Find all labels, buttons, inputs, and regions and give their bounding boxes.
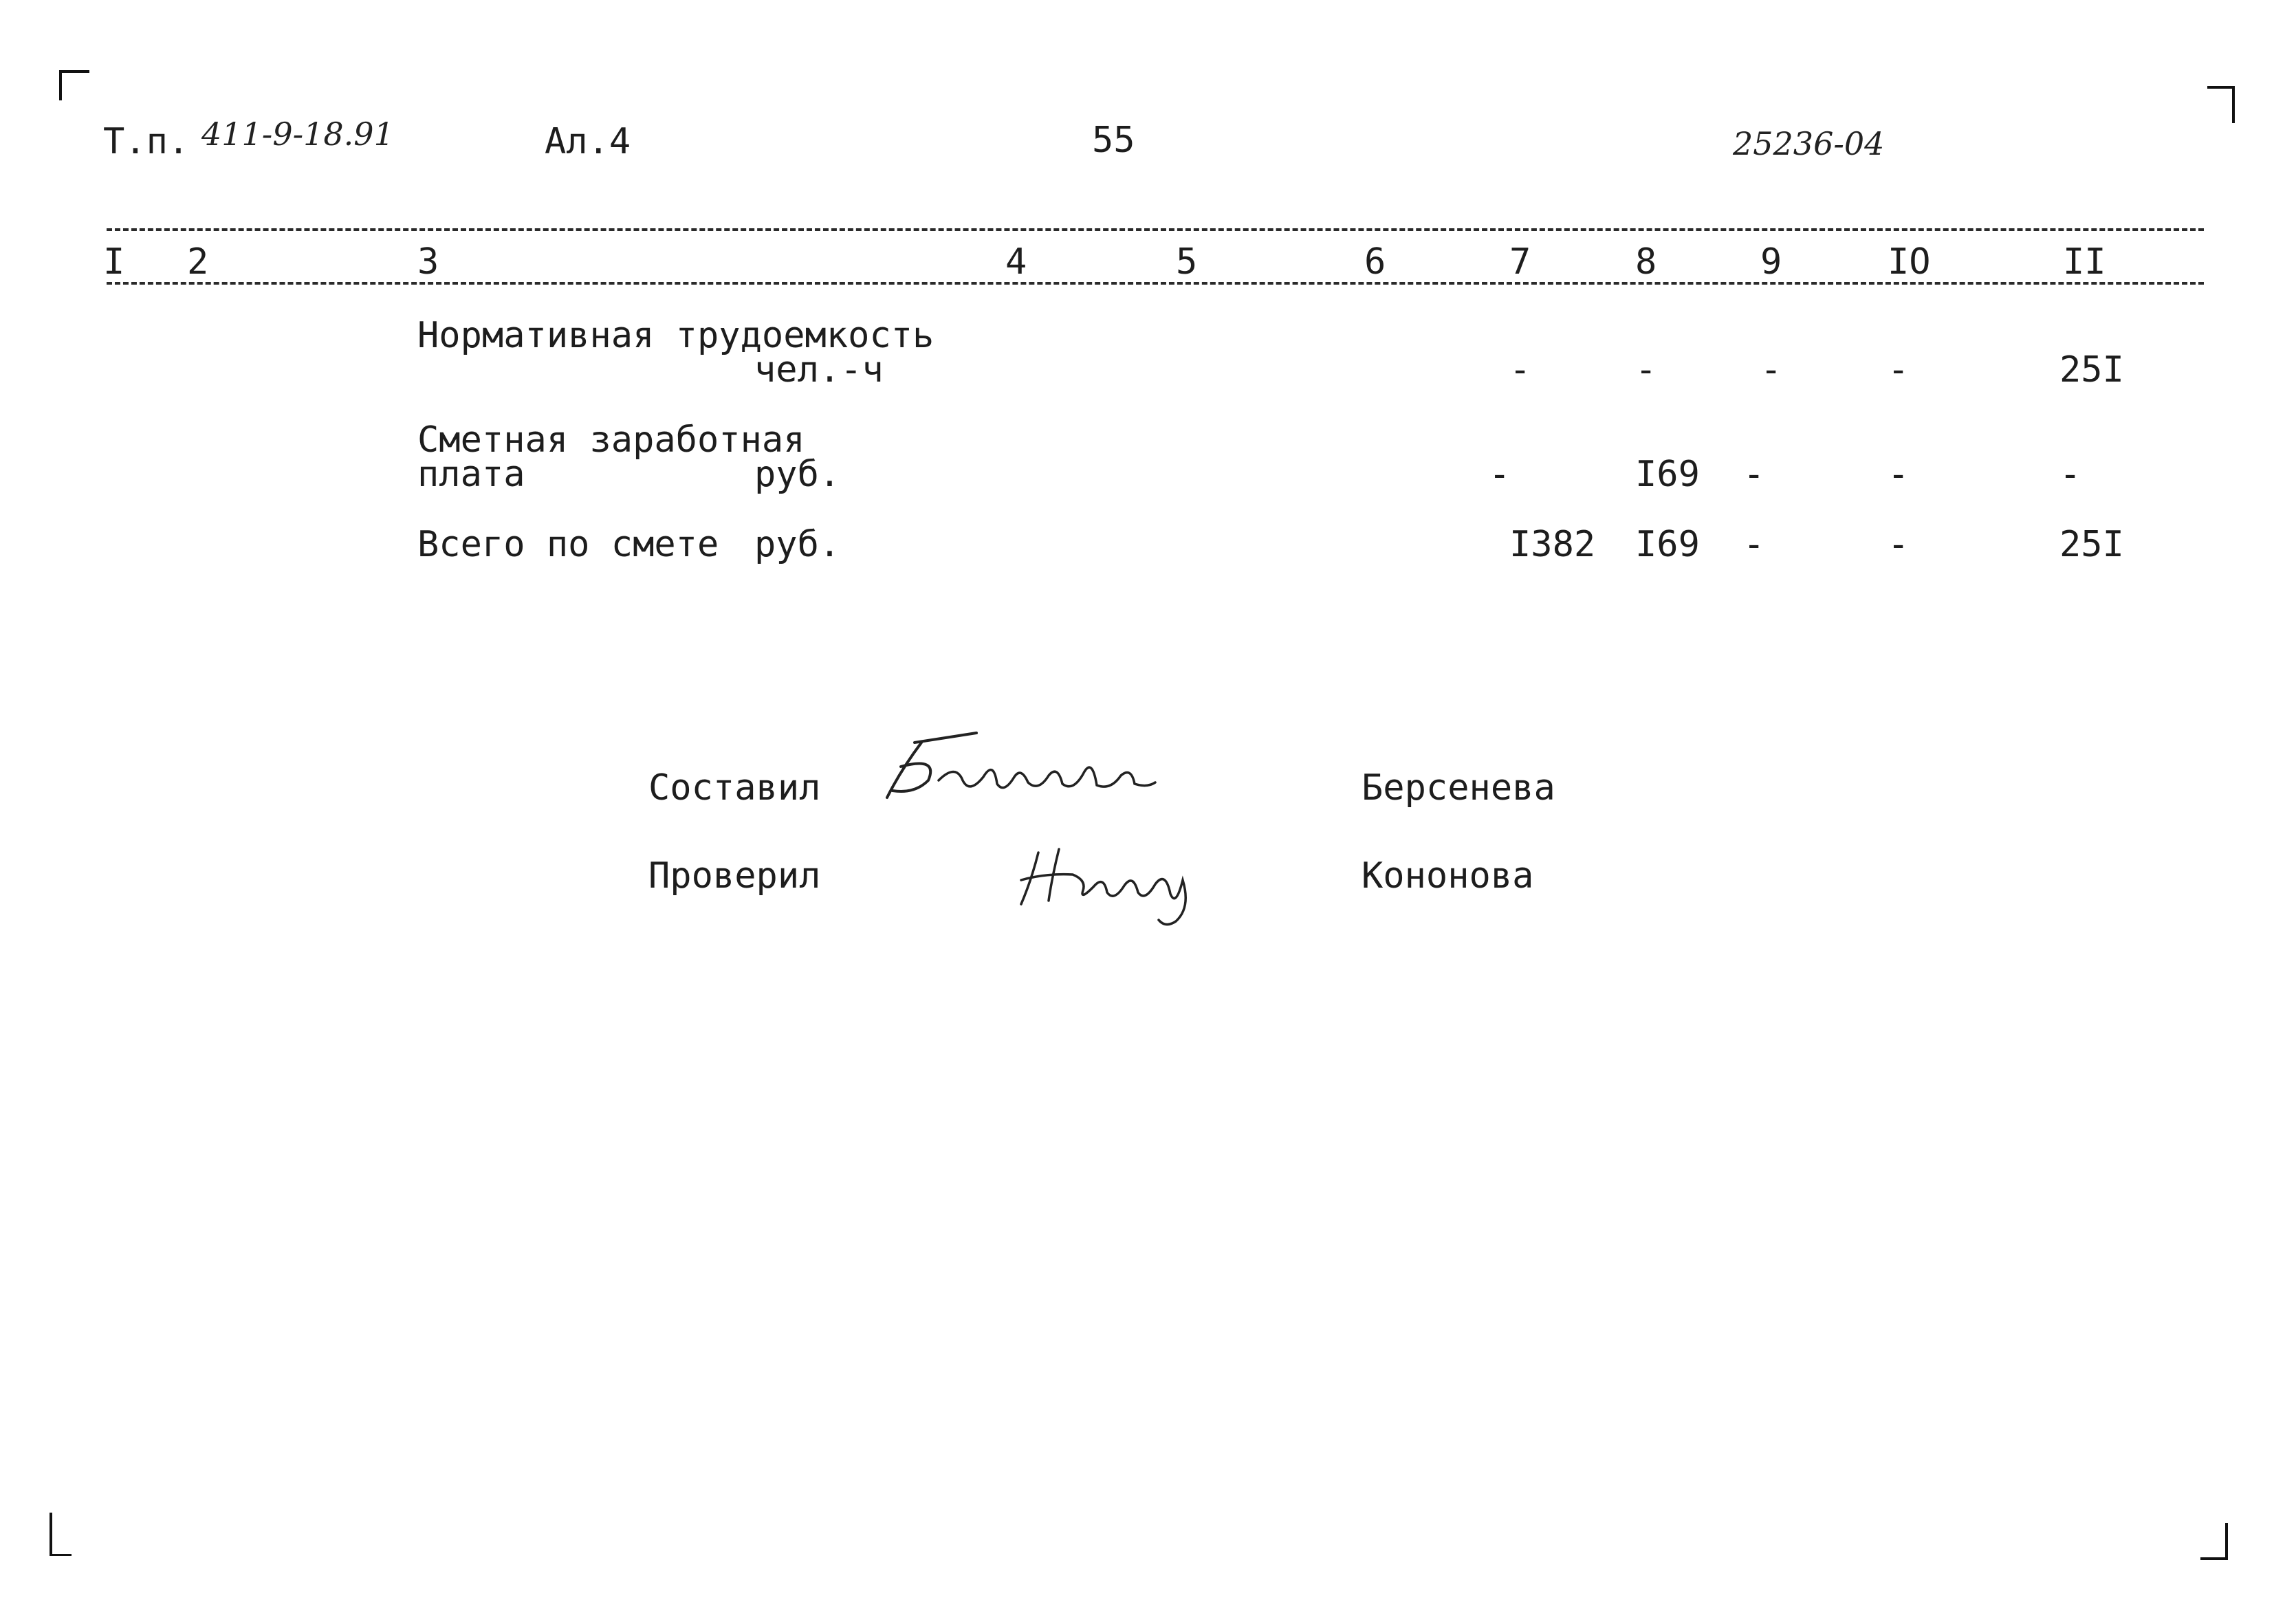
cell-col9: - [1743, 524, 1765, 565]
row-label-line1: Нормативная трудоемкость [417, 315, 934, 356]
cell-col7: - [1509, 349, 1531, 391]
corner-mark-top-right [2207, 86, 2235, 123]
cell-col8: - [1635, 349, 1657, 391]
cell-col11: - [2059, 454, 2081, 495]
column-number-8: 8 [1635, 241, 1657, 283]
compiled-by-signature [873, 729, 1162, 804]
column-number-7: 7 [1509, 241, 1531, 283]
cell-col7: - [1489, 454, 1511, 495]
table-rule-top [107, 228, 2204, 231]
compiled-by-label: Составил [648, 767, 821, 809]
column-number-9: 9 [1760, 241, 1782, 283]
row-label-line2-left: плата [417, 454, 525, 495]
column-number-5: 5 [1176, 241, 1198, 283]
compiled-by-name: Берсенева [1362, 767, 1555, 809]
cell-col9: - [1743, 454, 1765, 495]
tp-prefix: Т.п. [103, 121, 190, 162]
checked-by-name: Кононова [1362, 855, 1534, 897]
album-label: Ал.4 [545, 121, 631, 162]
column-number-3: 3 [417, 241, 439, 283]
checked-by-signature [1011, 839, 1203, 928]
cell-col9: - [1760, 349, 1782, 391]
column-number-6: 6 [1364, 241, 1386, 283]
corner-mark-bottom-left [50, 1513, 72, 1556]
document-code-handwritten: 25236-04 [1733, 125, 1885, 162]
cell-col10: - [1888, 349, 1910, 391]
column-number-11: II [2063, 241, 2106, 283]
cell-col11: 25I [2059, 349, 2124, 391]
cell-col10: - [1888, 524, 1910, 565]
page-number: 55 [1092, 120, 1135, 161]
row-label-line2: чел.-ч [754, 349, 884, 391]
cell-col10: - [1888, 454, 1910, 495]
checked-by-label: Проверил [648, 855, 821, 897]
cell-col8: I69 [1635, 524, 1700, 565]
cell-col8: I69 [1635, 454, 1700, 495]
table-rule-bottom [107, 282, 2204, 285]
row-label-line1: Сметная заработная [417, 419, 805, 461]
column-number-10: IO [1888, 241, 1931, 283]
cell-col11: 25I [2059, 524, 2124, 565]
column-number-4: 4 [1005, 241, 1027, 283]
column-number-2: 2 [187, 241, 209, 283]
corner-mark-bottom-right [2200, 1523, 2228, 1560]
column-number-1: I [103, 241, 125, 283]
cell-col7: I382 [1509, 524, 1596, 565]
row-label-left: Всего по смете [417, 524, 719, 565]
row-label-right: руб. [754, 524, 841, 565]
tp-number-handwritten: 411-9-18.91 [201, 116, 394, 153]
row-label-line2-right: руб. [754, 454, 841, 495]
corner-mark-top-left [59, 70, 89, 100]
